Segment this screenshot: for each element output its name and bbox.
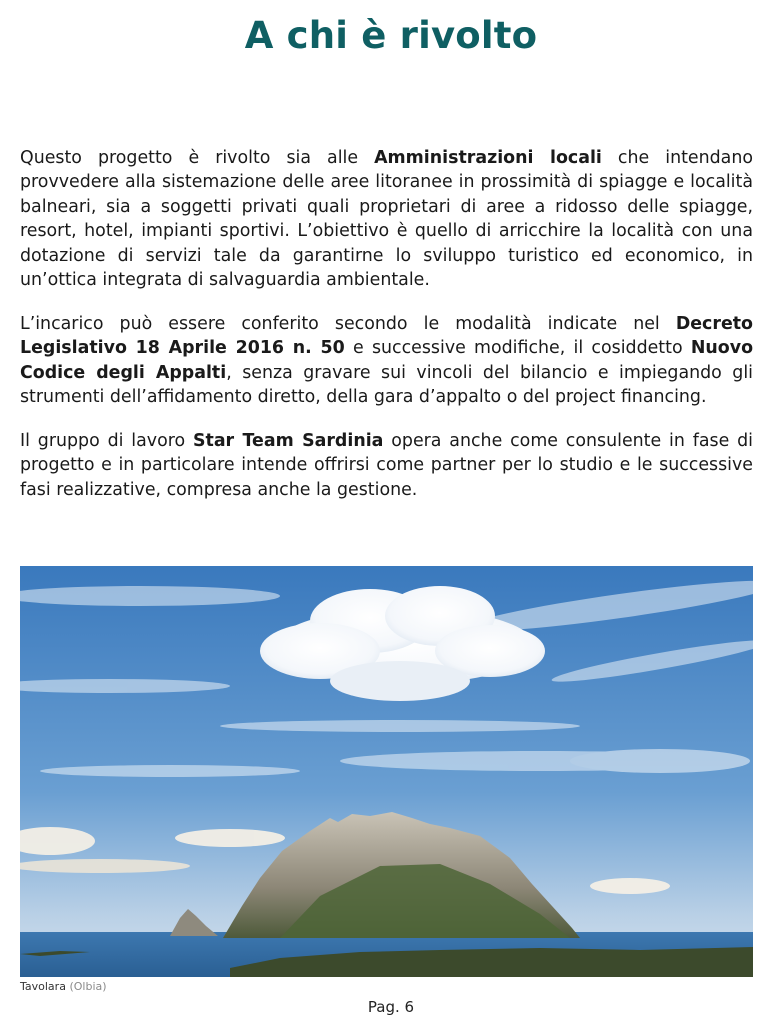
bold-term: Star Team Sardinia bbox=[192, 431, 384, 451]
text-span: L’incarico può essere conferito secondo le modalità indicate nel bbox=[20, 314, 676, 334]
photo-caption bbox=[20, 980, 107, 993]
bold-term: Nuovo Codice degli Appalti bbox=[20, 338, 754, 383]
caption-location: (Olbia) bbox=[69, 980, 107, 993]
page-number: Pag. 6 bbox=[367, 998, 415, 1016]
team-paragraph bbox=[20, 429, 753, 502]
text-span: Questo progetto è rivolto sia alle bbox=[20, 148, 375, 168]
assignment-paragraph bbox=[20, 312, 753, 410]
text-span: , senza gravare sui vincoli del bilancio e impiegando gli strumenti dell’affidamento diretto, della gara d’appalto o del project financing. bbox=[20, 362, 753, 408]
bold-term: Decreto Legislativo 18 Aprile 2016 n. 50 bbox=[20, 314, 753, 359]
text-span: opera anche come consulente in fase di progetto e in particolare intende offrirsi come partner per lo studio e le successive fasi realizzative, compresa anche la gestione. bbox=[20, 431, 753, 500]
tavolara-photo bbox=[20, 566, 753, 977]
bold-term: Amministrazioni locali bbox=[374, 148, 602, 168]
intro-paragraph bbox=[20, 146, 753, 292]
caption-name: Tavolara bbox=[20, 980, 66, 993]
text-span: e successive modifiche, il cosiddetto bbox=[344, 338, 691, 359]
text-span: che intendano provvedere alla sistemazione delle aree litoranee in prossimità di spiagge e località balneari, sia a soggetti privati quali proprietari di aree a ridosso delle spiagge, resort, hotel, impianti sportivi. L’obiettivo è quello di arricchire la località con una dotazione di servizi tale da garantirne lo sviluppo turistico ed economico, in un’ottica integrata di salvaguardia ambientale. bbox=[20, 148, 754, 291]
text-span: Il gruppo di lavoro bbox=[20, 431, 193, 451]
page-title: A chi è rivolto bbox=[244, 14, 538, 57]
